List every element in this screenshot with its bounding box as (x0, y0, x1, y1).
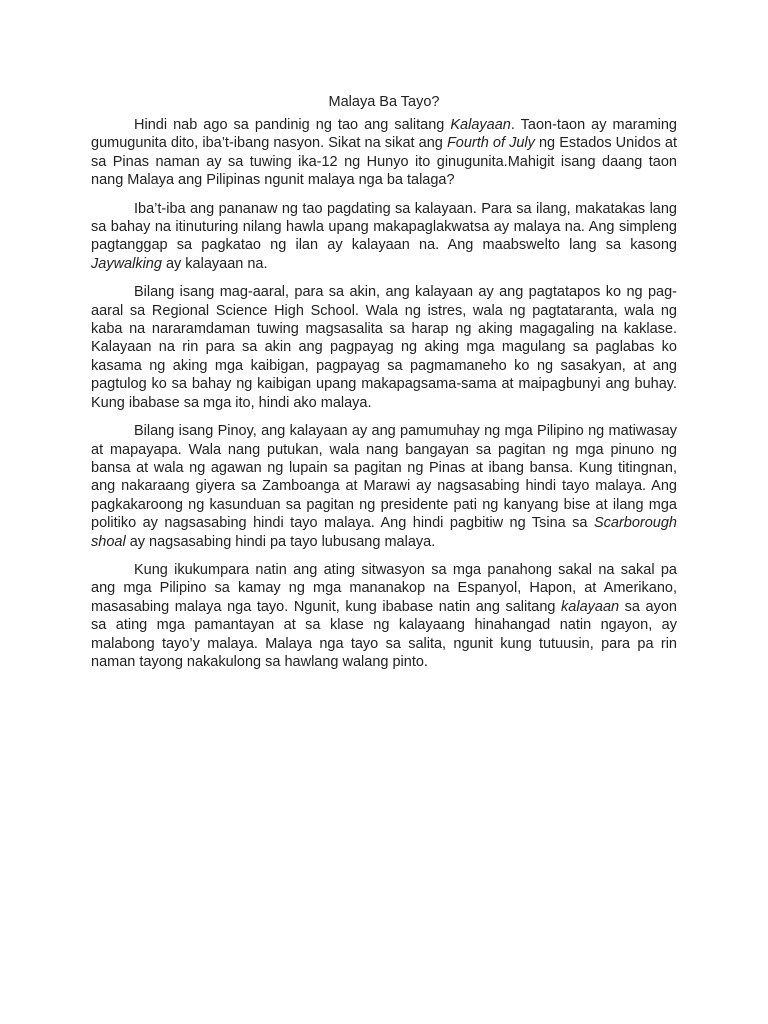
document-page (91, 92, 677, 681)
text-segment: Hindi nab ago sa pandinig ng tao ang salitang (134, 117, 451, 133)
text-segment: sa ayon sa ating mga pamantayan at sa klase ng kalayaang hinahangad natin ngayon, ay malabong tayo’y malaya. Malaya nga tayo sa salita, ngunit kung tutuusin, para pa rin naman tayong nakakulong sa hawlang walang pinto. (91, 598, 677, 670)
text-segment: ng Estados Unidos at sa Pinas naman ay sa tuwing ika-12 ng Hunyo ito ginugunita.Mahigit isang daang taon nang Malaya ang Pilipinas ngunit malaya nga ba talaga? (91, 135, 677, 189)
text-segment: ay kalayaan na. (161, 255, 268, 272)
text-segment: Bilang isang Pinoy, ang kalayaan ay ang pamumuhay ng mga Pilipino ng matiwasay at mapayapa. Wala nang putukan, wala nang bangayan sa pagitan ng mga pinuno ng bansa at wala ng agawan ng lupain sa pagitan ng Pinas at ibang bansa. Kung titingnan, ang nakaraang giyera sa Zamboanga at Marawi ay nagsasabing hindi tayo malaya. Ang pagkakaroong ng kasunduan sa pagitan ng presidente pati ng kanyang bise at ilang mga politiko ay nagsasabing hindi tayo malaya. Ang hindi pagbitiw ng Tsina sa (91, 423, 677, 532)
paragraph (91, 200, 677, 274)
text-segment: Kung ikukumpara natin ang ating sitwasyon sa mga panahong sakal na sakal pa ang mga Pilipino sa kamay ng mga mananakop na Espanyol, Hapon, at Amerikano, masasabing malaya nga tayo. Ngunit, kung ibabase natin ang salitang (91, 561, 677, 615)
text-segment: Iba’t-iba ang pananaw ng tao pagdating sa kalayaan. Para sa ilang, makatakas lang sa bahay na itinuturing nilang hawla upang makapaglakwatsa ay malaya na. Ang simpleng pagtanggap sa pagkatao ng ilan ay kalayaan na. Ang maabswelto lang sa kasong (91, 200, 677, 254)
italic-term: Scarborough shoal (91, 515, 677, 550)
italic-term: Jaywalking (91, 255, 162, 272)
document-body (91, 116, 677, 671)
italic-term: kalayaan (561, 598, 620, 615)
text-segment: ay nagsasabing hindi pa tayo lubusang malaya. (125, 533, 436, 550)
paragraph (91, 116, 677, 190)
text-segment: . Taon-taon ay maraming gumugunita dito, iba’t-ibang nasyon. Sikat na sikat ang (91, 117, 677, 152)
italic-term: Kalayaan (450, 117, 511, 133)
italic-term: Fourth of July (446, 135, 535, 152)
paragraph (91, 561, 677, 671)
document-title: Malaya Ba Tayo? (328, 94, 440, 110)
text-segment: Bilang isang mag-aaral, para sa akin, ang kalayaan ay ang pagtatapos ko ng pag-aaral sa Regional Science High School. Wala ng istres, wala ng pagtataranta, wala ng kaba na nararamdaman tuwing magsasalita sa harap ng aking magagaling na kaklase. Kalayaan na rin para sa akin ang pagpayag ng aking mga magulang sa paglabas ko kasama ng aking mga kaibigan, pagpayag sa pagmamaneho ko ng sasakyan, at ang pagtulog ko sa bahay ng kaibigan upang makapagsama-sama at maipagbunyi ang buhay. Kung ibabase sa mga ito, hindi ako malaya. (91, 284, 677, 411)
paragraph (91, 422, 677, 551)
paragraph (91, 283, 677, 412)
